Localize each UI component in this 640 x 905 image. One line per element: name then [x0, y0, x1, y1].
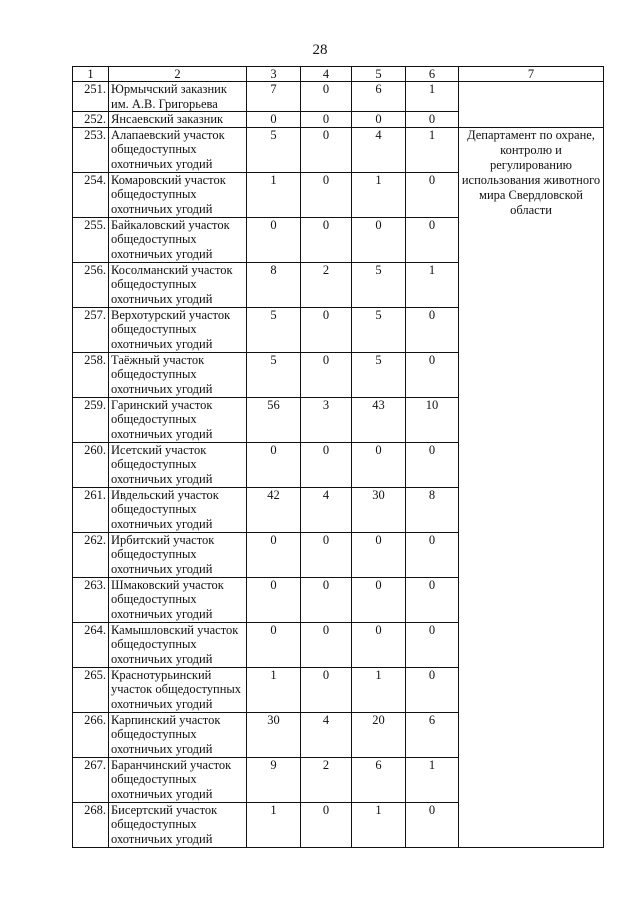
value-c3: 9: [247, 757, 301, 802]
value-c3: 7: [247, 82, 301, 112]
area-name: [109, 352, 247, 397]
value-c5: 1: [352, 802, 406, 847]
value-c5: 1: [352, 172, 406, 217]
area-name-line: Ивдельский участок: [111, 487, 219, 502]
value-c3: 8: [247, 262, 301, 307]
value-c3: 1: [247, 667, 301, 712]
department-line: использования животного: [461, 172, 601, 187]
value-c4: 0: [301, 112, 352, 127]
value-c4: 3: [301, 397, 352, 442]
area-name: [109, 532, 247, 577]
area-name-line: Юрмычский заказник: [111, 82, 227, 97]
row-number: 251.: [73, 82, 109, 112]
value-c3: 5: [247, 307, 301, 352]
area-name-line: общедоступных: [111, 142, 197, 157]
header-row: [73, 67, 604, 82]
area-name-line: охотничьих угодий: [111, 561, 213, 576]
value-c4: 0: [301, 127, 352, 172]
value-c4: 0: [301, 667, 352, 712]
area-name-line: Карпинский участок: [111, 712, 221, 727]
value-c3: 0: [247, 577, 301, 622]
row-number: 255.: [73, 217, 109, 262]
area-name: [109, 82, 247, 112]
value-c5: 0: [352, 532, 406, 577]
area-name-line: охотничьих угодий: [111, 516, 213, 531]
area-name-line: общедоступных: [111, 367, 197, 382]
area-name-line: охотничьих угодий: [111, 651, 213, 666]
header-cell: 7: [459, 67, 604, 82]
area-name-line: Байкаловский участок: [111, 217, 230, 232]
row-number: 264.: [73, 622, 109, 667]
area-name: [109, 307, 247, 352]
area-name: [109, 757, 247, 802]
value-c4: 2: [301, 757, 352, 802]
data-table: [72, 66, 604, 848]
department-line: регулированию: [489, 157, 573, 172]
value-c5: 5: [352, 262, 406, 307]
area-name-line: Исетский участок: [111, 442, 207, 457]
row-number: 252.: [73, 112, 109, 127]
value-c6: 0: [406, 112, 459, 127]
value-c6: 0: [406, 307, 459, 352]
responsible-empty-cell: [459, 82, 604, 127]
value-c4: 0: [301, 622, 352, 667]
area-name: [109, 397, 247, 442]
department-line: контролю и: [500, 142, 562, 157]
responsible-department: [459, 127, 604, 847]
area-name-line: Краснотурьинский: [111, 667, 212, 682]
value-c5: 20: [352, 712, 406, 757]
area-name-line: охотничьих угодий: [111, 381, 213, 396]
value-c4: 0: [301, 217, 352, 262]
area-name-line: охотничьих угодий: [111, 471, 213, 486]
area-name-line: Янсаевский заказник: [111, 112, 224, 127]
value-c3: 56: [247, 397, 301, 442]
area-name: [109, 442, 247, 487]
area-name: [109, 112, 247, 127]
value-c6: 0: [406, 217, 459, 262]
area-name-line: общедоступных: [111, 592, 197, 607]
area-name-line: Бисертский участок: [111, 802, 218, 817]
area-name-line: охотничьих угодий: [111, 786, 213, 801]
area-name-line: общедоступных: [111, 637, 197, 652]
area-name-line: им. А.В. Григорьева: [111, 96, 218, 111]
area-name-line: общедоступных: [111, 772, 197, 787]
area-name-line: Баранчинский участок: [111, 757, 232, 772]
area-name-line: охотничьих угодий: [111, 426, 213, 441]
row-number: 262.: [73, 532, 109, 577]
row-number: 268.: [73, 802, 109, 847]
value-c5: 0: [352, 577, 406, 622]
value-c6: 1: [406, 262, 459, 307]
area-name-line: общедоступных: [111, 502, 197, 517]
value-c5: 5: [352, 307, 406, 352]
area-name-line: охотничьих угодий: [111, 831, 213, 846]
area-name-line: охотничьих угодий: [111, 291, 213, 306]
row-number: 254.: [73, 172, 109, 217]
value-c5: 0: [352, 217, 406, 262]
area-name: [109, 667, 247, 712]
row-number: 261.: [73, 487, 109, 532]
area-name-line: охотничьих угодий: [111, 201, 213, 216]
value-c6: 10: [406, 397, 459, 442]
value-c6: 0: [406, 667, 459, 712]
area-name-line: Таёжный участок: [111, 352, 205, 367]
area-name-line: общедоступных: [111, 547, 197, 562]
value-c5: 5: [352, 352, 406, 397]
area-name-line: охотничьих угодий: [111, 336, 213, 351]
area-name-line: участок общедоступных: [111, 682, 242, 697]
row-number: 265.: [73, 667, 109, 712]
area-name-line: Камышловский участок: [111, 622, 239, 637]
area-name-line: охотничьих угодий: [111, 696, 213, 711]
value-c5: 6: [352, 757, 406, 802]
value-c3: 5: [247, 352, 301, 397]
area-name-line: Ирбитский участок: [111, 532, 215, 547]
value-c5: 30: [352, 487, 406, 532]
area-name: [109, 217, 247, 262]
area-name-line: общедоступных: [111, 322, 197, 337]
area-name: [109, 712, 247, 757]
value-c3: 0: [247, 112, 301, 127]
value-c4: 4: [301, 487, 352, 532]
value-c6: 0: [406, 622, 459, 667]
area-name: [109, 262, 247, 307]
value-c4: 0: [301, 352, 352, 397]
area-name-line: общедоступных: [111, 187, 197, 202]
value-c4: 0: [301, 532, 352, 577]
header-cell: 4: [301, 67, 352, 82]
area-name-line: Гаринский участок: [111, 397, 213, 412]
value-c4: 2: [301, 262, 352, 307]
area-name: [109, 802, 247, 847]
area-name: [109, 172, 247, 217]
row-number: 253.: [73, 127, 109, 172]
value-c6: 0: [406, 442, 459, 487]
value-c3: 42: [247, 487, 301, 532]
value-c3: 1: [247, 802, 301, 847]
area-name-line: общедоступных: [111, 817, 197, 832]
header-cell: 2: [109, 67, 247, 82]
department-line: мира Свердловской: [479, 187, 583, 202]
value-c5: 6: [352, 82, 406, 112]
value-c6: 0: [406, 172, 459, 217]
row-number: 258.: [73, 352, 109, 397]
department-line: Департамент по охране,: [467, 127, 595, 142]
area-name-line: общедоступных: [111, 412, 197, 427]
header-cell: 6: [406, 67, 459, 82]
value-c4: 0: [301, 577, 352, 622]
area-name-line: Шмаковский участок: [111, 577, 224, 592]
value-c3: 0: [247, 442, 301, 487]
area-name: [109, 487, 247, 532]
area-name-line: общедоступных: [111, 232, 197, 247]
area-name: [109, 622, 247, 667]
value-c4: 0: [301, 82, 352, 112]
value-c3: 5: [247, 127, 301, 172]
value-c6: 8: [406, 487, 459, 532]
value-c6: 0: [406, 577, 459, 622]
value-c6: 1: [406, 127, 459, 172]
table-body: [73, 82, 604, 847]
value-c5: 1: [352, 667, 406, 712]
row-number: 256.: [73, 262, 109, 307]
area-name-line: общедоступных: [111, 727, 197, 742]
area-name: [109, 577, 247, 622]
value-c3: 0: [247, 622, 301, 667]
value-c5: 43: [352, 397, 406, 442]
value-c3: 0: [247, 532, 301, 577]
value-c4: 0: [301, 802, 352, 847]
value-c6: 0: [406, 802, 459, 847]
row-number: 267.: [73, 757, 109, 802]
value-c4: 4: [301, 712, 352, 757]
value-c4: 0: [301, 442, 352, 487]
value-c6: 6: [406, 712, 459, 757]
row-number: 266.: [73, 712, 109, 757]
value-c4: 0: [301, 172, 352, 217]
value-c3: 1: [247, 172, 301, 217]
row-number: 259.: [73, 397, 109, 442]
value-c6: 1: [406, 82, 459, 112]
row-number: 263.: [73, 577, 109, 622]
area-name-line: охотничьих угодий: [111, 741, 213, 756]
area-name-line: Алапаевский участок: [111, 127, 225, 142]
value-c6: 0: [406, 352, 459, 397]
row-number: 257.: [73, 307, 109, 352]
value-c3: 0: [247, 217, 301, 262]
area-name-line: общедоступных: [111, 277, 197, 292]
header-cell: 1: [73, 67, 109, 82]
area-name-line: Верхотурский участок: [111, 307, 231, 322]
area-name-line: Комаровский участок: [111, 172, 226, 187]
area-name-line: общедоступных: [111, 457, 197, 472]
header-cell: 3: [247, 67, 301, 82]
area-name: [109, 127, 247, 172]
area-name-line: охотничьих угодий: [111, 246, 213, 261]
value-c6: 0: [406, 532, 459, 577]
area-name-line: охотничьих угодий: [111, 156, 213, 171]
page-number: 28: [312, 42, 328, 58]
value-c5: 4: [352, 127, 406, 172]
table-row: [73, 127, 604, 172]
value-c3: 30: [247, 712, 301, 757]
value-c6: 1: [406, 757, 459, 802]
table-row: [73, 82, 604, 112]
area-name-line: Косолманский участок: [111, 262, 233, 277]
department-line: области: [510, 202, 552, 217]
header-cell: 5: [352, 67, 406, 82]
value-c4: 0: [301, 307, 352, 352]
value-c5: 0: [352, 622, 406, 667]
row-number: 260.: [73, 442, 109, 487]
value-c5: 0: [352, 112, 406, 127]
area-name-line: охотничьих угодий: [111, 606, 213, 621]
value-c5: 0: [352, 442, 406, 487]
